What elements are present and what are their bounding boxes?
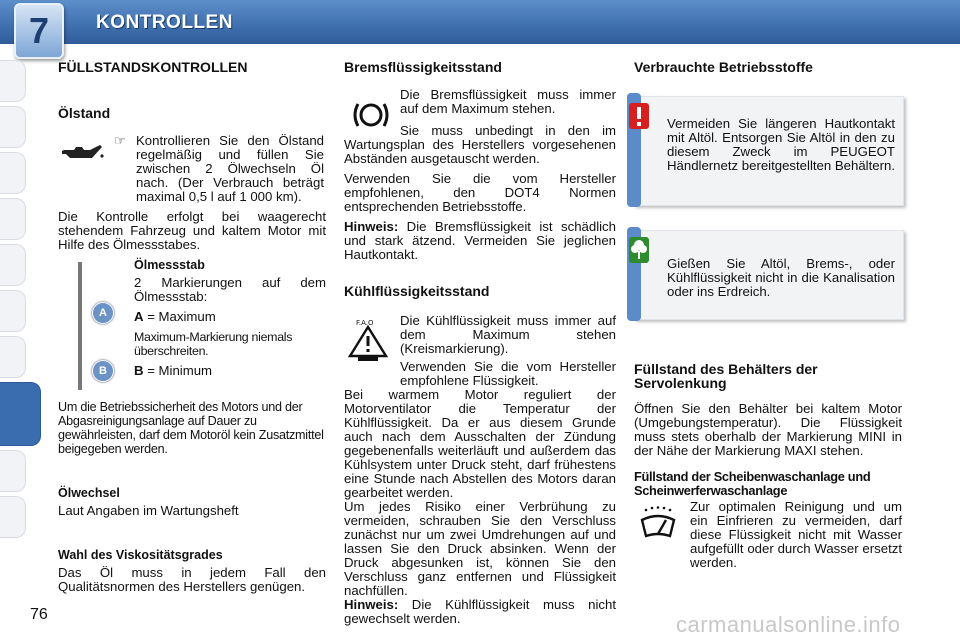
oil-level-title: Ölstand: [58, 105, 111, 121]
steering-title: Füllstand des Behälters der Servolenkung: [634, 361, 818, 391]
eco-text: Gießen Sie Altöl, Brems-, oder Kühlflüssigkeit nicht in die Kanalisation oder ins Erdreich.: [667, 256, 895, 299]
left-lower: [58, 400, 326, 600]
used-fluids-title: Verbrauchte Betriebsstoffe: [634, 59, 813, 75]
chapter-tab[interactable]: [0, 244, 26, 286]
coolant-warning-icon: [346, 318, 390, 362]
chapter-tab[interactable]: [0, 496, 26, 538]
steering-text: Öffnen Sie den Behälter bei kaltem Motor (Umgebungstemperatur). Die Flüssigkeit muss stets oberhalb der Markierung MINI in der Nähe der Markierung MAXI stehen.: [634, 401, 902, 458]
chapter-tabs: [0, 60, 26, 542]
chapter-number-badge: 7: [14, 3, 64, 59]
chapter-tab[interactable]: [0, 106, 26, 148]
oil-change-title: Ölwechsel: [58, 486, 120, 500]
chapter-title: KONTROLLEN: [96, 12, 233, 33]
dipstick-text: 2 Markierungen auf dem Ölmessstab:: [134, 275, 326, 304]
brake-fluid-icon: [352, 98, 390, 132]
svg-text:F.A.O: F.A.O: [356, 319, 374, 327]
coolant-title: Kühlflüssigkeitsstand: [344, 283, 490, 299]
coolant-hint-label: Hinweis:: [344, 597, 399, 612]
brake-text-1: Die Bremsflüssigkeit muss immer auf dem Maximum stehen.: [400, 87, 616, 116]
eco-tree-icon: [629, 237, 649, 263]
mark-b-text: = Minimum: [143, 363, 213, 378]
mark-a-text: = Maximum: [143, 309, 216, 324]
coolant-hint-text: Die Kühlflüssigkeit muss nicht gewechselt werden.: [344, 597, 616, 626]
chapter-tab-active[interactable]: [0, 382, 41, 446]
brake-title: Bremsflüssigkeitsstand: [344, 59, 502, 75]
oil-change-text: Laut Angaben im Wartungsheft: [58, 503, 239, 518]
windscreen-washer-icon: [638, 506, 678, 542]
right-column: [634, 60, 906, 74]
middle-column: [344, 60, 616, 632]
coolant-text-1: Die Kühlflüssigkeit muss immer auf dem Maximum stehen (Kreismarkierung).: [400, 313, 616, 356]
coolant-text-2: Verwenden Sie die vom Hersteller empfohlene Flüssigkeit.: [400, 359, 616, 388]
warning-exclamation-icon: [629, 103, 649, 129]
eco-note: [634, 230, 904, 320]
brake-text-3: Verwenden Sie die vom Hersteller empfohlenen, den DOT4 Normen entsprechenden Betriebsstoffe.: [344, 171, 616, 214]
max-note: Maximum-Markierung niemals überschreiten.: [134, 330, 293, 358]
washer-text: Zur optimalen Reinigung und um ein Einfrieren zu vermeiden, darf diese Flüssigkeit nicht mit Wasser aufgefüllt oder durch Wasser ersetzt werden.: [690, 499, 902, 570]
page-number: 76: [30, 606, 48, 623]
washer-title: Füllstand der Scheibenwaschanlage und Scheinwerferwaschanlage: [634, 469, 871, 498]
safety-text: Um die Betriebssicherheit des Motors und der Abgasreinigungsanlage auf Dauer zu gewährleisten, darf dem Motoröl kein Zusatzmittel beigegeben werden.: [58, 400, 324, 456]
warning-text: Vermeiden Sie längeren Hautkontakt mit Altöl. Entsorgen Sie Altöl in den zu diesem Zweck im PEUGEOT Händlernetz bereitgestellten Behältern.: [667, 116, 895, 173]
dipstick-title: Ölmessstab: [134, 258, 205, 272]
dipstick-block: [134, 258, 326, 384]
brake-hint-text: Die Bremsflüssigkeit ist schädlich und stark ätzend. Vermeiden Sie jeglichen Hautkontakt.: [344, 219, 616, 262]
oil-check-text: Die Kontrolle erfolgt bei waagerecht stehendem Fahrzeug und kaltem Motor mit Hilfe des Ölmessstabes.: [58, 209, 326, 252]
marker-b: B: [92, 360, 114, 382]
coolant-text-3: Bei warmem Motor reguliert der Motorventilator die Temperatur der Kühlflüssigkeit. Da er aus diesem Grunde auch nach dem Ausschalten der Zündung gegebenenfalls weiterläuft und außerdem das Kühlsystem unter Druck steht, darf frühestens eine Stunde nach Abstellen des Motors daran gearbeitet werden.: [344, 387, 616, 500]
watermark: carmanualsonline.info: [676, 612, 901, 637]
chapter-tab[interactable]: [0, 290, 26, 332]
coolant-text-4: Um jedes Risiko einer Verbrühung zu vermeiden, schrauben Sie den Verschluss zunächst nur um zwei Umdrehungen auf und lassen Sie den Druck absinken. Wenn der Druck abgesunken ist, können Sie den Verschluss ganz entfernen und Flüssigkeit nachfüllen.: [344, 499, 616, 598]
right-lower: [634, 362, 902, 570]
mark-a-letter: A: [134, 309, 144, 324]
dipstick-illustration: [78, 262, 82, 390]
chapter-tab[interactable]: [0, 336, 26, 378]
marker-a: A: [92, 302, 114, 324]
section-title: FÜLLSTANDSKONTROLLEN: [58, 59, 248, 75]
viscosity-title: Wahl des Viskositätsgrades: [58, 548, 223, 562]
brake-text-2: Sie muss unbedingt in den im Wartungsplan des Herstellers vorgesehenen Abständen ausgetauscht werden.: [344, 123, 616, 166]
brake-hint-label: Hinweis:: [344, 219, 399, 234]
bullet-pointer-symbol: ☞: [114, 133, 126, 148]
mark-b-letter: B: [134, 363, 144, 378]
chapter-tab[interactable]: [0, 152, 26, 194]
oil-can-icon: [60, 142, 104, 164]
chapter-tab[interactable]: [0, 60, 26, 102]
chapter-tab[interactable]: [0, 198, 26, 240]
oil-check-bullet: Kontrollieren Sie den Ölstand regelmäßig und füllen Sie zwischen 2 Ölwechseln Öl nach. (Der Verbrauch beträgt maximal 0,5 l auf 1 000 km).: [136, 133, 324, 204]
chapter-tab[interactable]: [0, 450, 26, 492]
left-column: [58, 60, 326, 258]
warning-note: [634, 96, 904, 206]
viscosity-text: Das Öl muss in jedem Fall den Qualitätsnormen des Herstellers genügen.: [58, 565, 326, 594]
